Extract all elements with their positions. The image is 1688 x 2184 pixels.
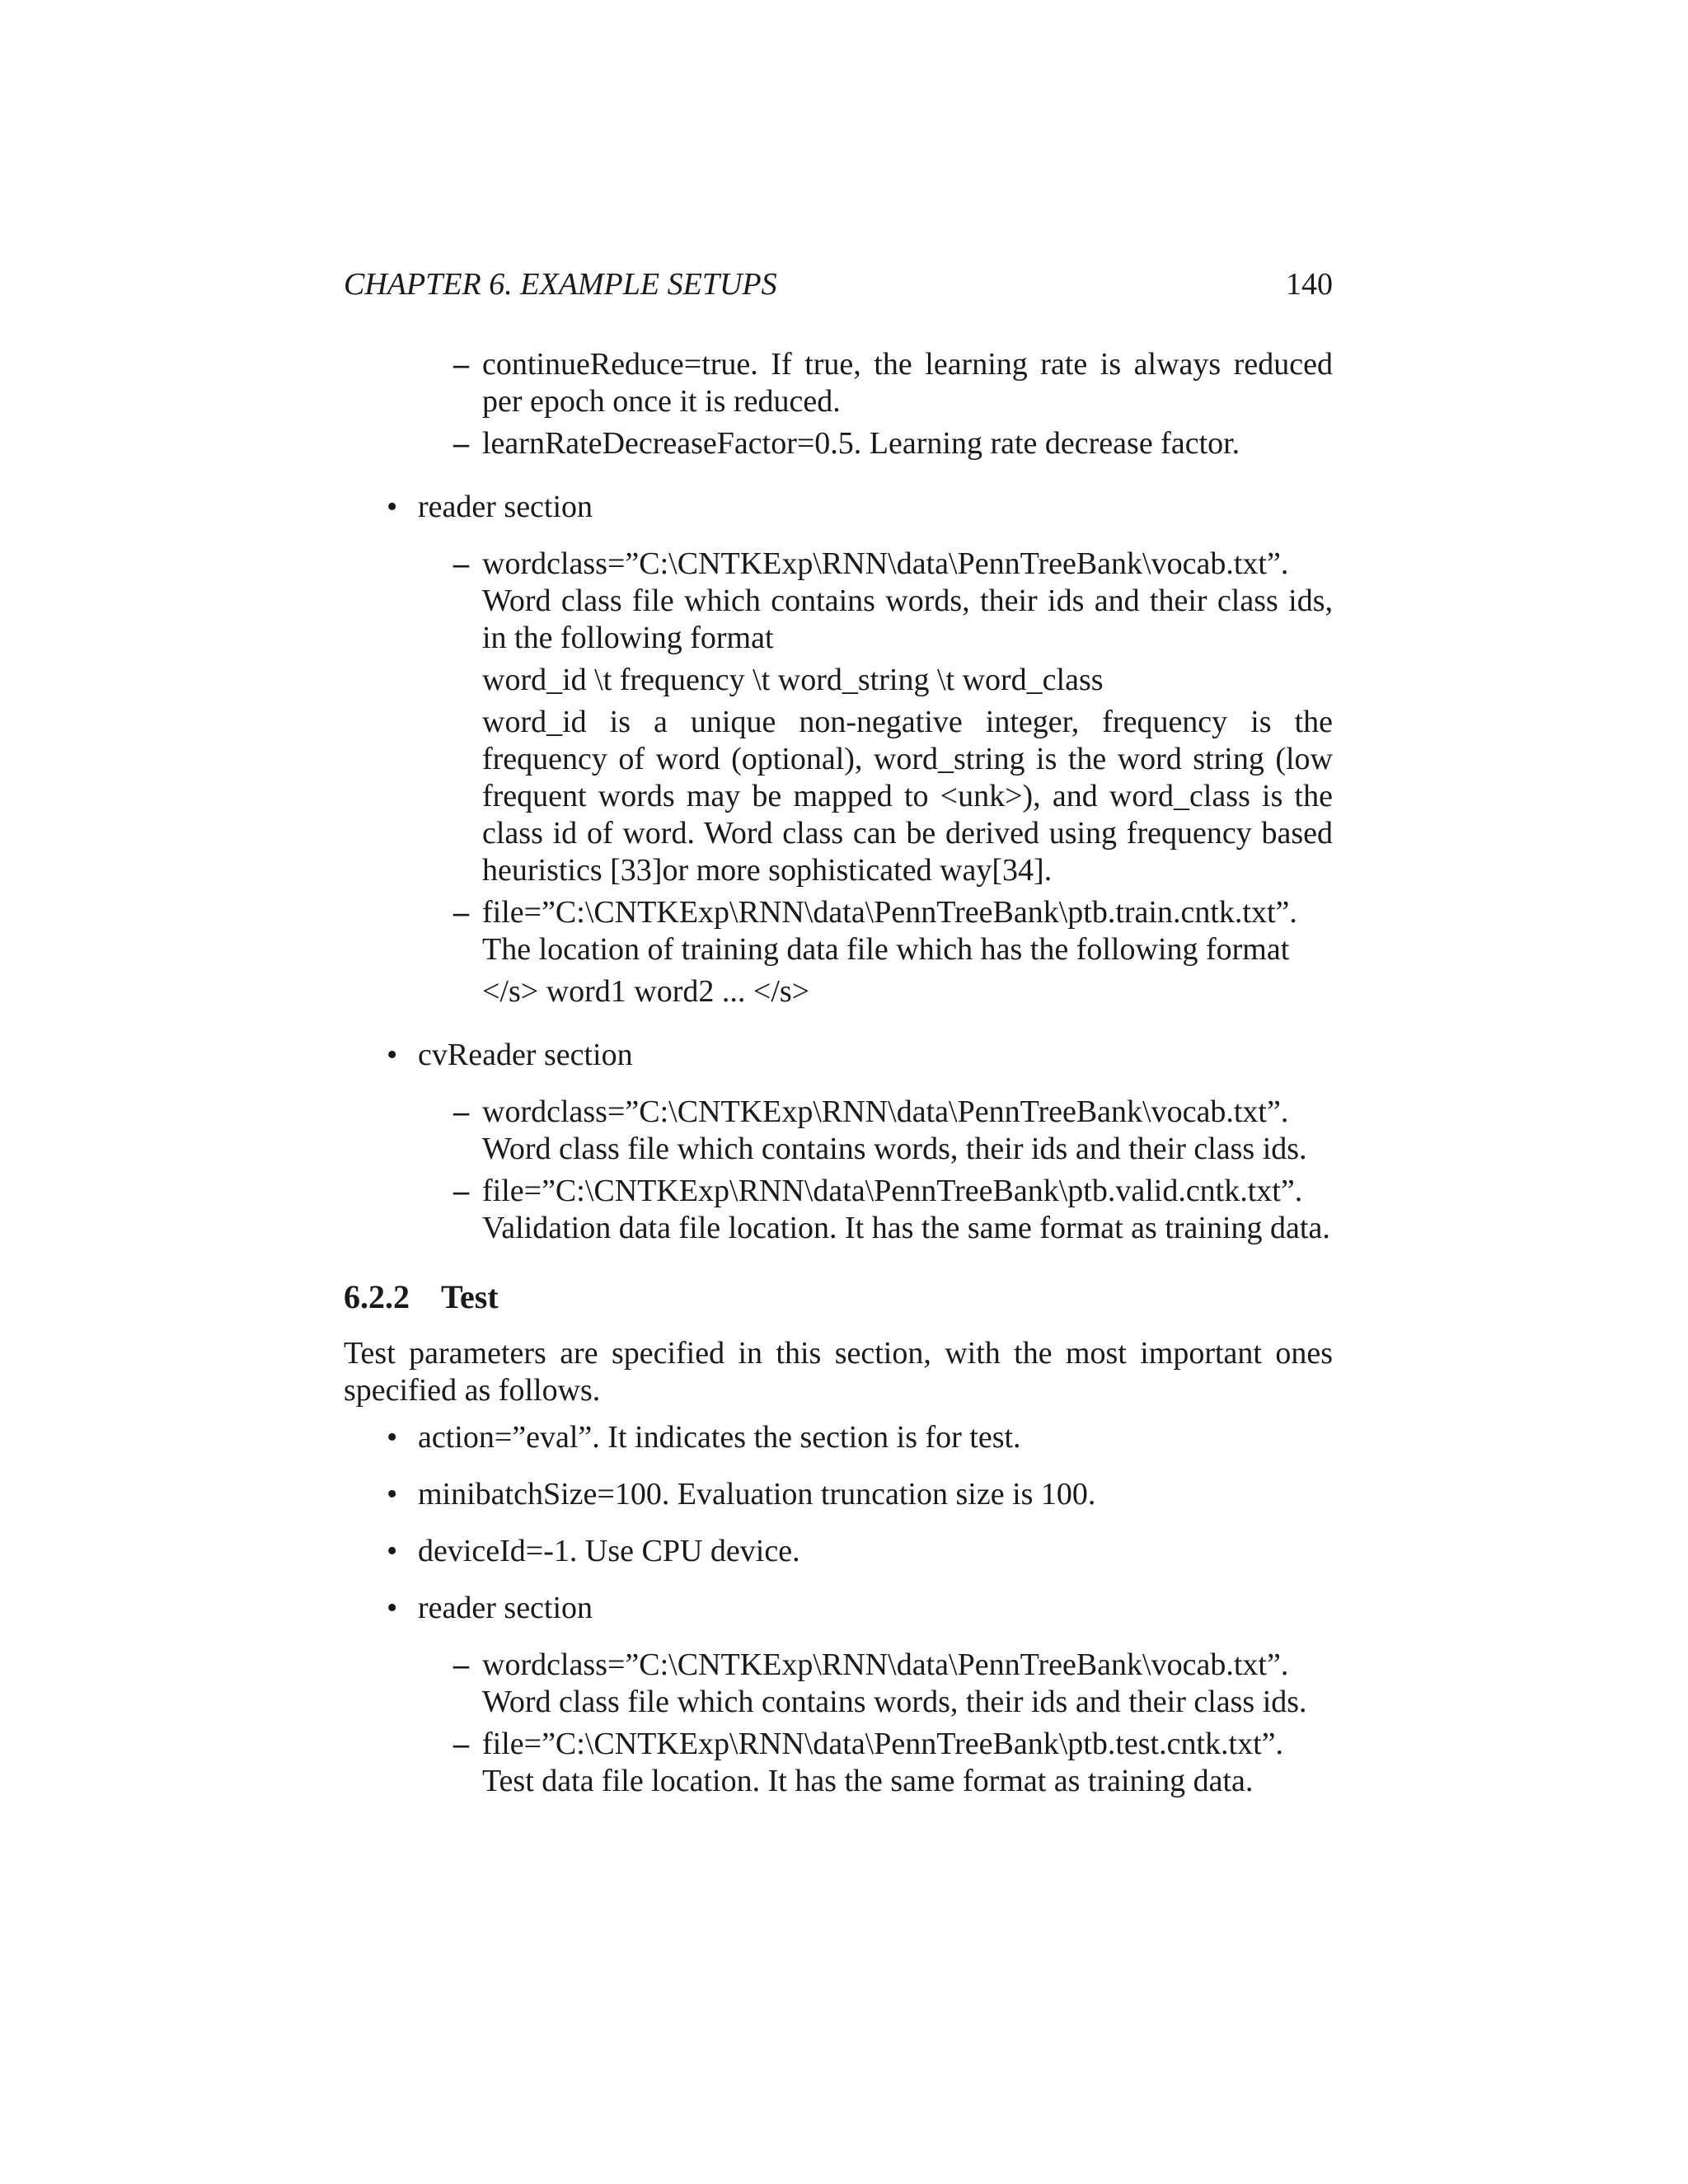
cv-reader-section-item bbox=[344, 1037, 1333, 1247]
dash-marker: – bbox=[453, 1174, 469, 1208]
bullet-marker: • bbox=[387, 1420, 398, 1455]
test-reader-section-item bbox=[344, 1590, 1333, 1800]
test-parameter-list bbox=[344, 1419, 1333, 1800]
format-line: word_id \t frequency \t word_string \t word_class bbox=[482, 663, 1104, 697]
list-item bbox=[344, 1476, 1333, 1513]
list-item bbox=[344, 425, 1333, 462]
format-note: word_id is a unique non-negative integer, frequency is the frequency of word (optional), word_string is the word string (low frequent words may be mapped to <unk>), and word_class is the class id of word. Word class can be derived using frequency based heuristics [33]or more sophisticated way[34]. bbox=[482, 705, 1333, 888]
cv-reader-list bbox=[344, 1037, 1333, 1247]
list-item bbox=[344, 1173, 1333, 1247]
reader-sub-list bbox=[418, 546, 1333, 1010]
list-item-text: deviceId=-1. Use CPU device. bbox=[418, 1534, 800, 1568]
test-reader-section-label: reader section bbox=[418, 1591, 593, 1625]
section-number: 6.2.2 bbox=[344, 1278, 410, 1315]
list-item-text: minibatchSize=100. Evaluation truncation size is 100. bbox=[418, 1477, 1096, 1511]
list-item-text: wordclass=”C:\CNTKExp\RNN\data\PennTreeBank\vocab.txt”. Word class file which contains words, their ids and their class ids. bbox=[482, 1647, 1307, 1719]
dash-marker: – bbox=[453, 1094, 469, 1129]
test-reader-sub-list bbox=[418, 1647, 1333, 1800]
bullet-marker: • bbox=[387, 1477, 398, 1511]
dash-marker: – bbox=[453, 426, 469, 461]
body-text bbox=[344, 346, 1333, 1820]
section-intro: Test parameters are specified in this section, with the most important ones specified as follows. bbox=[344, 1336, 1333, 1408]
section-heading bbox=[344, 1278, 1333, 1315]
list-item bbox=[344, 346, 1333, 420]
list-item bbox=[344, 1419, 1333, 1456]
list-item-text: wordclass=”C:\CNTKExp\RNN\data\PennTreeBank\vocab.txt”. Word class file which contains words, their ids and their class ids. bbox=[482, 1094, 1307, 1166]
bullet-marker: • bbox=[387, 1591, 398, 1625]
list-item bbox=[344, 1533, 1333, 1570]
bullet-marker: • bbox=[387, 1534, 398, 1568]
dash-marker: – bbox=[453, 347, 469, 382]
bullet-marker: • bbox=[387, 490, 398, 524]
list-item bbox=[344, 1647, 1333, 1721]
format-line: </s> word1 word2 ... </s> bbox=[482, 974, 810, 1009]
chapter-title: CHAPTER 6. EXAMPLE SETUPS bbox=[344, 267, 777, 302]
list-item-text: continueReduce=true. If true, the learning rate is always reduced per epoch once it is reduced. bbox=[482, 347, 1333, 419]
bullet-marker: • bbox=[387, 1038, 398, 1072]
section-title: Test bbox=[441, 1278, 499, 1315]
list-item-text: learnRateDecreaseFactor=0.5. Learning rate decrease factor. bbox=[482, 426, 1240, 461]
list-item bbox=[344, 1726, 1333, 1800]
reader-list bbox=[344, 489, 1333, 1010]
list-item-text: action=”eval”. It indicates the section is for test. bbox=[418, 1420, 1021, 1455]
dash-marker: – bbox=[453, 1647, 469, 1682]
cv-reader-sub-list bbox=[418, 1094, 1333, 1247]
cv-reader-section-label: cvReader section bbox=[418, 1038, 633, 1072]
reader-section-item bbox=[344, 489, 1333, 1010]
dash-marker: – bbox=[453, 1727, 469, 1761]
dash-marker: – bbox=[453, 895, 469, 930]
list-item bbox=[344, 894, 1333, 1010]
list-item-text: file=”C:\CNTKExp\RNN\data\PennTreeBank\ptb.valid.cntk.txt”. Validation data file location. It has the same format as training data. bbox=[482, 1174, 1330, 1245]
continued-sub-list bbox=[344, 346, 1333, 462]
list-item-text: file=”C:\CNTKExp\RNN\data\PennTreeBank\ptb.test.cntk.txt”. Test data file location. It has the same format as training data. bbox=[482, 1727, 1284, 1798]
list-item bbox=[344, 1094, 1333, 1168]
page-number: 140 bbox=[1286, 267, 1333, 302]
reader-section-label: reader section bbox=[418, 490, 593, 524]
list-item bbox=[344, 546, 1333, 889]
list-item-text: file=”C:\CNTKExp\RNN\data\PennTreeBank\ptb.train.cntk.txt”. The location of training data file which has the following format bbox=[482, 895, 1297, 967]
list-item-text: wordclass=”C:\CNTKExp\RNN\data\PennTreeBank\vocab.txt”. Word class file which contains words, their ids and their class ids, in the following format bbox=[482, 546, 1333, 655]
dash-marker: – bbox=[453, 546, 469, 581]
